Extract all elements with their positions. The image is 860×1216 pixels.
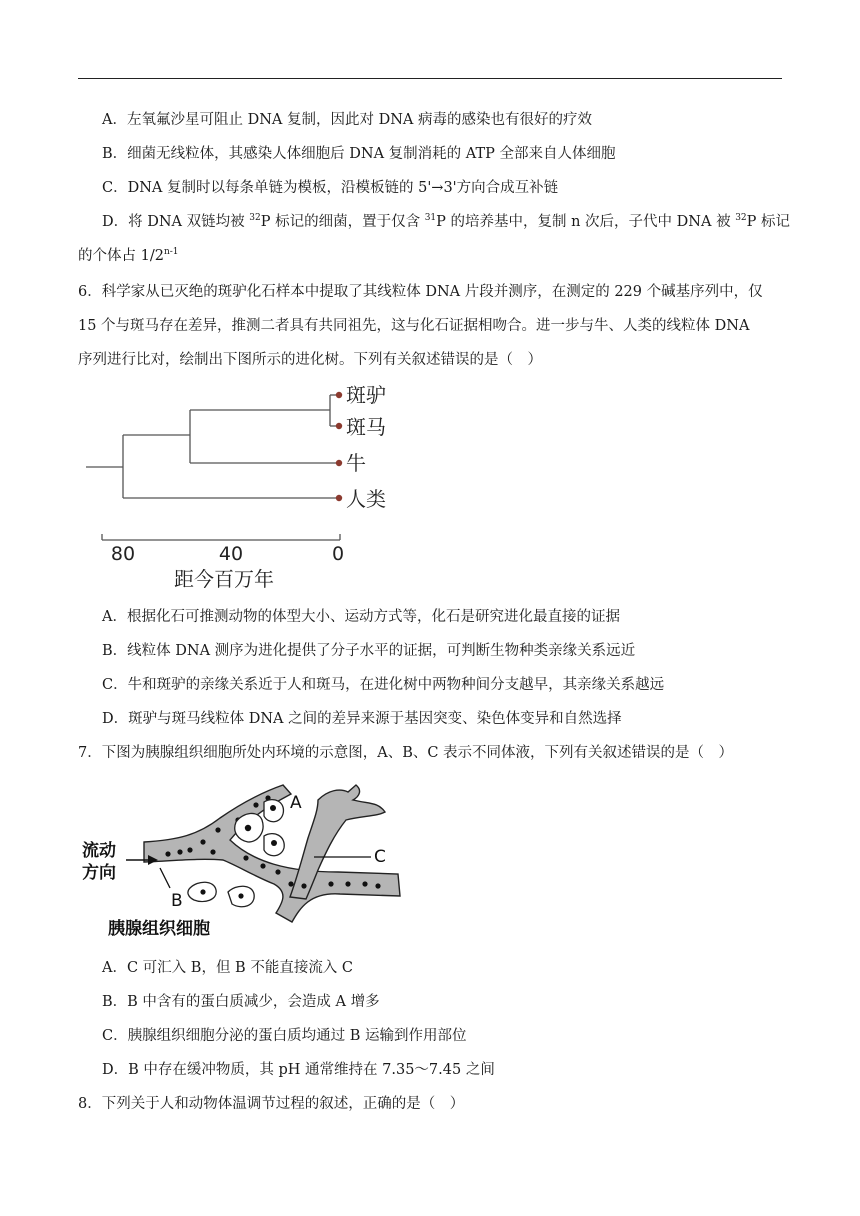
q5-option-a[interactable]: A．左氧氟沙星可阻止 DNA 复制，因此对 DNA 病毒的感染也有很好的疗效: [102, 112, 592, 128]
isotope-superscript: 31: [424, 213, 437, 223]
taxon-node-dot: [336, 460, 342, 466]
flow-direction-label: 流动: [82, 841, 116, 861]
q8-stem: 8．下列关于人和动物体温调节过程的叙述，正确的是（ ）: [78, 1096, 465, 1112]
taxon-label-cattle: 牛: [346, 451, 366, 475]
taxon-node-dot: [336, 495, 342, 501]
q6-option-d[interactable]: D．斑驴与斑马线粒体 DNA 之间的差异来源于基因突变、染色体变异和自然选择: [102, 711, 622, 727]
q5-option-d-text: P 的培养基中，复制 n 次后，子代中 DNA 被: [436, 214, 736, 230]
q5-option-d[interactable]: [102, 212, 790, 232]
q7-stem: 7．下图为胰腺组织细胞所处内环境的示意图，A、B、C 表示不同体液，下列有关叙述错误的是（ ）: [78, 745, 734, 761]
q6-option-b[interactable]: B．线粒体 DNA 测序为进化提供了分子水平的证据，可判断生物种类亲缘关系远近: [102, 643, 636, 659]
label-b: B: [171, 891, 183, 911]
q5-option-d-continuation: [78, 246, 179, 266]
exponent-superscript: n-1: [163, 247, 179, 257]
pancreas-tissue-figure: [78, 780, 408, 948]
q5-option-d-text: P 标记的细菌，置于仅含: [260, 214, 425, 230]
q6-option-c[interactable]: C．牛和斑驴的亲缘关系近于人和斑马，在进化树中两物种间分支越早，其亲缘关系越远: [102, 677, 665, 693]
taxon-node-dot: [336, 423, 342, 429]
q6-option-a[interactable]: A．根据化石可推测动物的体型大小、运动方式等，化石是研究进化最直接的证据: [102, 609, 620, 625]
q6-stem-line-2: 15 个与斑马存在差异，推测二者具有共同祖先，这与化石证据相吻合。进一步与牛、人类的线粒体 DNA: [78, 318, 750, 334]
axis-title: 距今百万年: [174, 567, 274, 591]
evolution-tree-figure: [78, 380, 418, 595]
q7-option-d[interactable]: D．B 中存在缓冲物质，其 pH 通常维持在 7.35～7.45 之间: [102, 1062, 495, 1078]
q5-option-d-text: P 标记: [746, 214, 791, 230]
label-a: A: [290, 793, 302, 813]
isotope-superscript: 32: [735, 213, 747, 223]
q5-option-d-text: 的个体占 1/2: [78, 248, 164, 264]
q7-option-c[interactable]: C．胰腺组织细胞分泌的蛋白质均通过 B 运输到作用部位: [102, 1028, 467, 1044]
taxon-label-quagga: 斑驴: [346, 383, 386, 407]
isotope-superscript: 32: [249, 213, 261, 223]
q7-option-b[interactable]: B．B 中含有的蛋白质减少，会造成 A 增多: [102, 994, 380, 1010]
q7-option-a[interactable]: A．C 可汇入 B，但 B 不能直接流入 C: [102, 960, 354, 976]
q6-stem-line-1: 6．科学家从已灭绝的斑驴化石样本中提取了其线粒体 DNA 片段并测序，在测定的 229 个碱基序列中，仅: [78, 284, 763, 300]
taxon-label-human: 人类: [346, 487, 386, 511]
figure-caption: 胰腺组织细胞: [108, 919, 210, 939]
q6-stem-line-3: 序列进行比对，绘制出下图所示的进化树。下列有关叙述错误的是（ ）: [78, 352, 542, 368]
q5-option-d-text: D．将 DNA 双链均被: [102, 214, 250, 230]
q5-option-c[interactable]: C．DNA 复制时以每条单链为模板，沿模板链的 5'→3'方向合成互补链: [102, 180, 559, 196]
taxon-label-zebra: 斑马: [346, 415, 386, 439]
q5-option-b[interactable]: B．细菌无线粒体，其感染人体细胞后 DNA 复制消耗的 ATP 全部来自人体细胞: [102, 146, 616, 162]
header-rule: [78, 78, 782, 79]
label-c: C: [374, 847, 386, 867]
axis-tick-label: 0: [331, 543, 345, 565]
axis-tick-label: 80: [110, 543, 136, 565]
taxon-node-dot: [336, 392, 342, 398]
flow-direction-label: 方向: [82, 863, 116, 883]
axis-tick-label: 40: [218, 543, 244, 565]
